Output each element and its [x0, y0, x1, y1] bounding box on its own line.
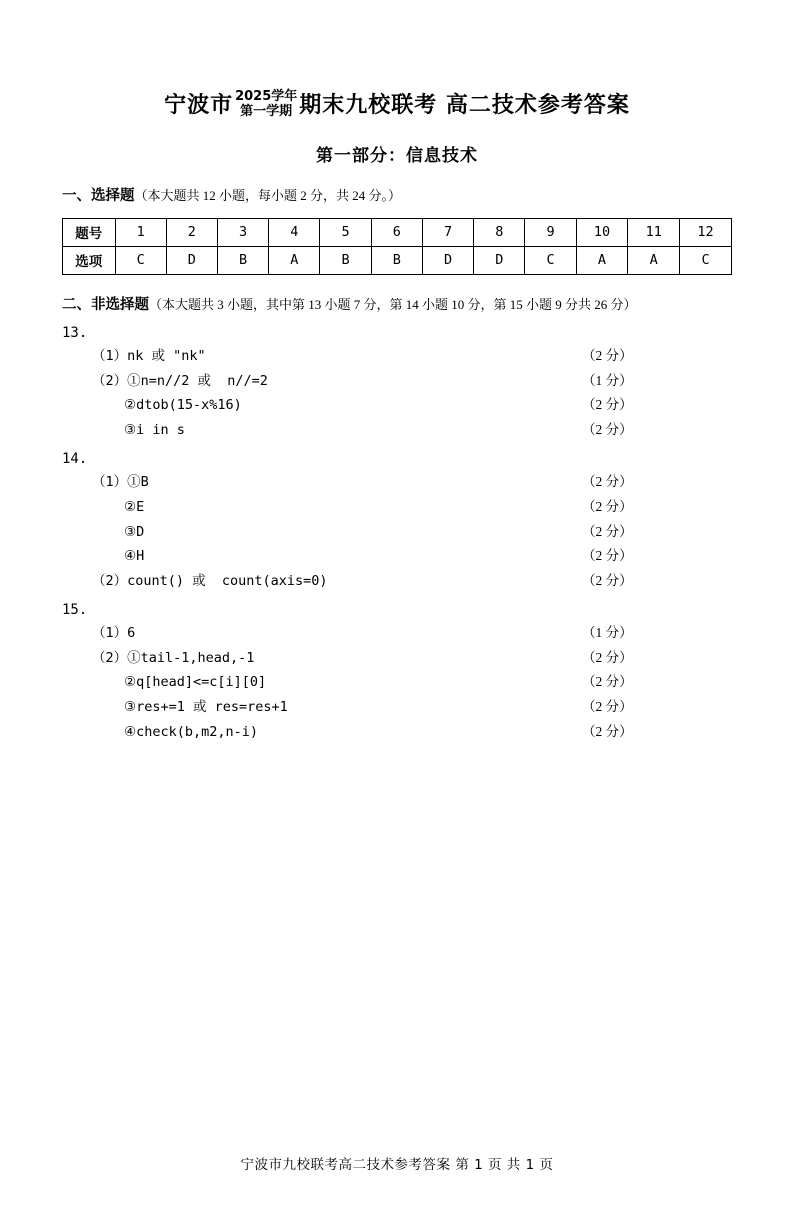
- answer-text: ③i in s: [124, 422, 185, 439]
- section-heading-nonchoice-label: 二、非选择题: [62, 296, 149, 313]
- answer-line: [62, 495, 732, 520]
- table-cell-number-2: 2: [166, 218, 217, 246]
- table-cell-number-5: 5: [320, 218, 371, 246]
- answer-line: [62, 621, 732, 646]
- answer-score: （1 分）: [582, 625, 633, 641]
- page-footer: 宁波市九校联考高二技术参考答案 第 1 页 共 1 页: [240, 1157, 554, 1173]
- answer-line: [62, 646, 732, 671]
- answer-text: （1）6: [92, 625, 136, 642]
- answer-text: ③res+=1 或 res=res+1: [124, 699, 288, 716]
- section-heading-nonchoice-note: （本大题共 3 小题，其中第 13 小题 7 分，第 14 小题 10 分，第 15 小题 9 分共 26 分）: [149, 296, 637, 312]
- table-cell-answer-4: A: [269, 246, 320, 274]
- answer-text: （1）①B: [92, 474, 149, 491]
- answer-score: （2 分）: [582, 348, 633, 364]
- answer-score: （2 分）: [582, 699, 633, 715]
- table-cell-answer-7: D: [422, 246, 473, 274]
- answer-line: [62, 720, 732, 745]
- table-cell-answer-2: D: [166, 246, 217, 274]
- answer-line: [62, 369, 732, 394]
- section-heading-choice: [62, 186, 732, 208]
- answer-score: （2 分）: [582, 523, 633, 539]
- answer-text: ②q[head]<=c[i][0]: [124, 674, 267, 691]
- table-cell-answer-11: A: [628, 246, 680, 274]
- table-cell-answer-1: C: [115, 246, 166, 274]
- table-header-option: 选项: [63, 246, 116, 274]
- answer-line: [62, 520, 732, 545]
- answer-text: （2）count() 或 count(axis=0): [92, 572, 328, 589]
- table-cell-number-6: 6: [371, 218, 422, 246]
- answer-text: ②E: [124, 499, 145, 515]
- choice-answer-table: [62, 218, 732, 275]
- part-subtitle: 第一部分：信息技术: [316, 146, 478, 166]
- answer-score: （2 分）: [582, 474, 633, 490]
- table-cell-number-3: 3: [217, 218, 268, 246]
- table-cell-answer-9: C: [525, 246, 576, 274]
- answer-line: [62, 695, 732, 720]
- section-heading-choice-note: （本大题共 12 小题，每小题 2 分，共 24 分。）: [134, 188, 402, 203]
- table-cell-answer-3: B: [217, 246, 268, 274]
- table-cell-answer-6: B: [371, 246, 422, 274]
- table-header-number: 题号: [63, 218, 116, 246]
- question-number-15: 15.: [62, 601, 88, 618]
- title-prefix: 宁波市: [164, 93, 234, 118]
- table-row-answers: [63, 246, 732, 274]
- answer-line: [62, 670, 732, 695]
- answer-score: （2 分）: [582, 723, 633, 739]
- answer-score: （2 分）: [582, 649, 633, 665]
- table-cell-answer-12: C: [680, 246, 732, 274]
- page-title: [62, 88, 732, 119]
- table-cell-answer-10: A: [576, 246, 628, 274]
- table-cell-answer-5: B: [320, 246, 371, 274]
- title-school-year-fraction: [235, 90, 297, 119]
- answer-score: （2 分）: [582, 422, 633, 438]
- title-suffix: 期末九校联考 高二技术参考答案: [299, 93, 630, 118]
- question-block-15: [62, 600, 732, 745]
- answer-line: [62, 418, 732, 443]
- answer-text: （2）①tail-1,head,-1: [92, 649, 255, 666]
- answer-score: （2 分）: [582, 674, 633, 690]
- answer-text: （2）①n=n//2 或 n//=2: [92, 372, 268, 389]
- answer-line: [62, 393, 732, 418]
- answer-text: （1）nk 或 "nk": [92, 348, 206, 365]
- answer-score: （2 分）: [582, 499, 633, 514]
- answer-text: ④H: [124, 548, 145, 565]
- answer-score: （2 分）: [582, 572, 633, 588]
- answer-text: ④check(b,m2,n-i): [124, 723, 259, 740]
- question-block-13: [62, 323, 732, 443]
- table-cell-number-7: 7: [422, 218, 473, 246]
- table-cell-number-1: 1: [115, 218, 166, 246]
- answer-text: ③D: [124, 523, 145, 540]
- table-cell-number-11: 11: [628, 218, 680, 246]
- answer-line: [62, 344, 732, 369]
- table-cell-number-9: 9: [525, 218, 576, 246]
- table-cell-answer-8: D: [474, 246, 525, 274]
- answer-text: ②dtob(15-x%16): [124, 397, 242, 414]
- table-cell-number-12: 12: [680, 218, 732, 246]
- title-semester: 第一学期: [240, 103, 293, 119]
- table-row-numbers: [63, 218, 732, 246]
- answer-score: （2 分）: [582, 548, 633, 564]
- table-cell-number-4: 4: [269, 218, 320, 246]
- table-cell-number-8: 8: [474, 218, 525, 246]
- question-number-13: 13.: [62, 324, 88, 341]
- answer-score: （1 分）: [582, 372, 633, 388]
- question-number-14: 14.: [62, 450, 88, 467]
- section-heading-noncho ice: [62, 295, 732, 317]
- document-page: [0, 88, 794, 1211]
- title-school-year: 2025学年: [235, 88, 298, 104]
- table-cell-number-10: 10: [576, 218, 628, 246]
- question-block-14: [62, 449, 732, 594]
- answer-line: [62, 544, 732, 569]
- answer-line: [62, 470, 732, 495]
- answer-score: （2 分）: [582, 397, 633, 413]
- section-heading-choice-label: 一、选择题: [62, 188, 135, 204]
- answer-line: [62, 569, 732, 594]
